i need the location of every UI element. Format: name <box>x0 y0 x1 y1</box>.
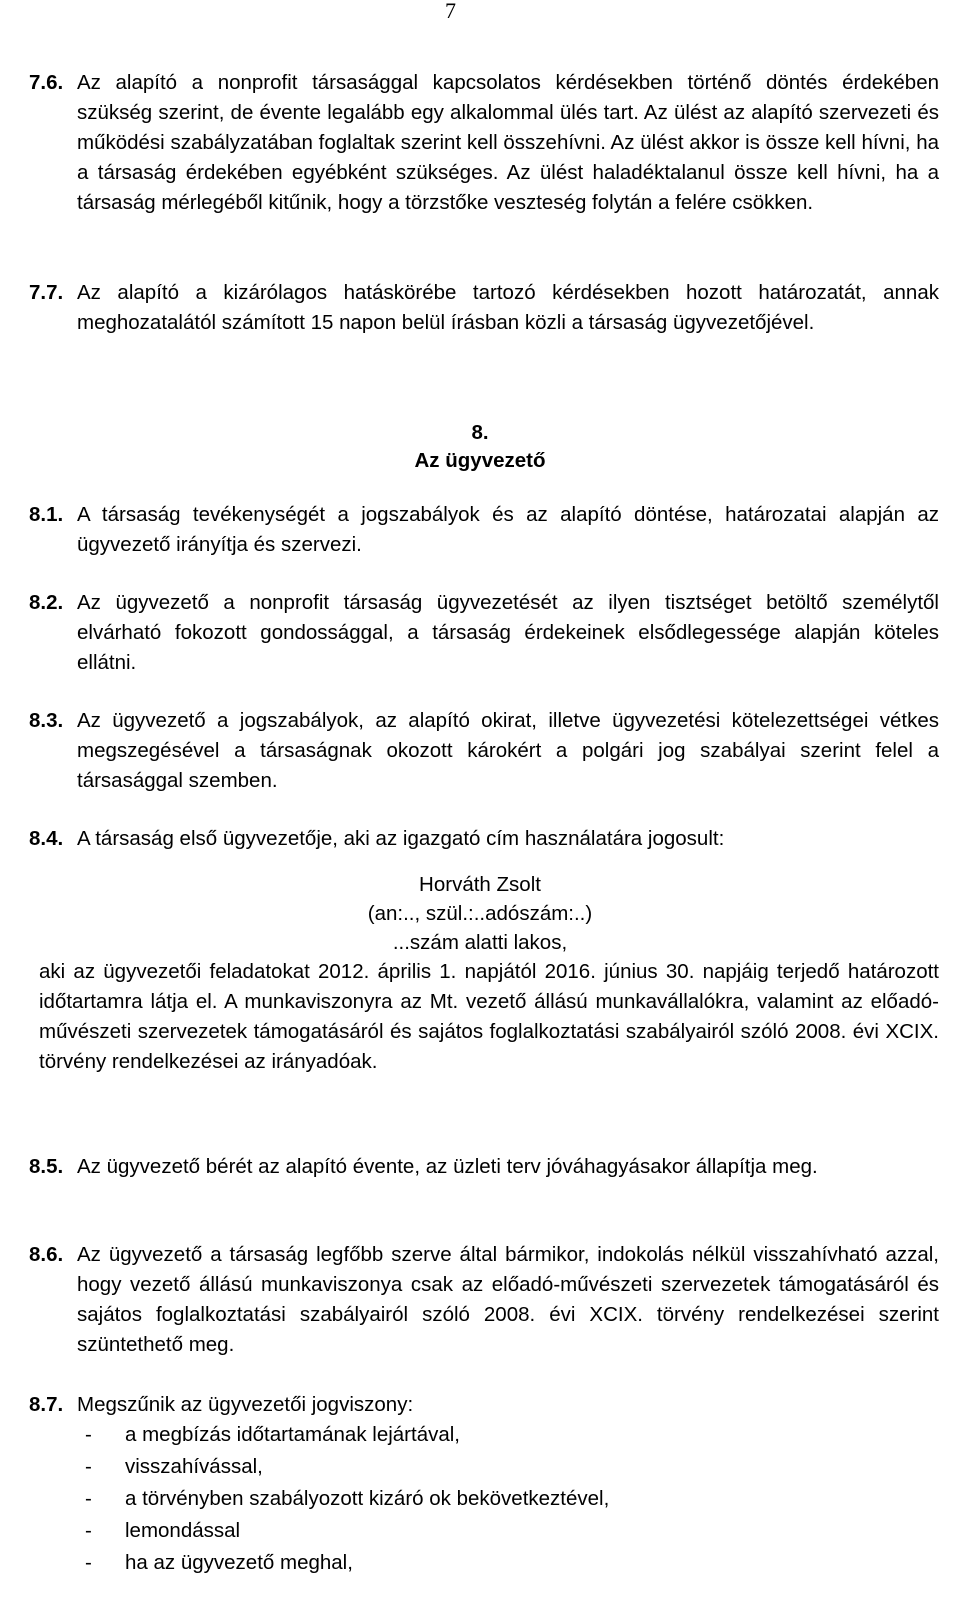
section-8-1 <box>29 500 939 560</box>
manager-ids: (an:.., szül.:..adószám:..) <box>367 902 593 925</box>
section-number: 8.7. <box>29 1393 64 1416</box>
dash-marker: - <box>85 1455 92 1478</box>
list-item-text: a törvényben szabályozott kizáró ok bekövetkeztével, <box>125 1487 610 1510</box>
manager-name: Horváth Zsolt <box>419 873 541 896</box>
section-text: Az ügyvezető bérét az alapító évente, az üzleti terv jóváhagyásakor állapítja meg. <box>77 1155 818 1178</box>
termination-list <box>85 1420 885 1580</box>
list-item <box>85 1452 885 1484</box>
section-text: Az alapító a nonprofit társasággal kapcsolatos kérdésekben történő döntés érdekében szükség szerint, de évente legalább egy alkalommal ülés tart. Az ülést az alapító szervezeti és működési szabályzatában foglaltak szerint kell összehívni. Az ülést akkor is össze kell hívni, ha a társaság érdekében egyébként szükséges. Az ülést haladéktalanul össze kell hívni, ha a társaság mérlegéből kitűnik, hogy a törzstőke veszteség folytán a felére csökken. <box>77 71 939 214</box>
list-item <box>85 1548 885 1580</box>
dash-marker: - <box>85 1551 92 1574</box>
list-item-text: ha az ügyvezető meghal, <box>125 1551 353 1574</box>
section-text: A társaság első ügyvezetője, aki az igazgató cím használatára jogosult: <box>77 827 725 850</box>
section-8-6 <box>29 1240 939 1360</box>
section-7-7 <box>29 278 939 338</box>
manager-text: aki az ügyvezetői feladatokat 2012. április 1. napjától 2016. június 30. napjáig terjedő határozott időtartamra látja el. A munkaviszonyra az Mt. vezető állású munkavállalókra, valamint az előadó-művészeti szervezetek támogatásáról és sajátos foglalkoztatási szabályairól szóló 2008. évi XCIX. törvény rendelkezései az irányadóak. <box>39 960 939 1073</box>
dash-marker: - <box>85 1423 92 1446</box>
chapter-number: 8. <box>471 421 489 444</box>
section-8-2 <box>29 588 939 678</box>
section-8-5 <box>29 1152 939 1182</box>
section-number: 8.2. <box>29 591 64 614</box>
manager-address: ...szám alatti lakos, <box>392 931 568 954</box>
section-number: 8.5. <box>29 1155 64 1178</box>
section-text: A társaság tevékenységét a jogszabályok és az alapító döntése, határozatai alapján az ügyvezető irányítja és szervezi. <box>77 503 939 556</box>
section-number: 8.1. <box>29 503 64 526</box>
dash-marker: - <box>85 1519 92 1542</box>
list-item-text: visszahívással, <box>125 1455 263 1478</box>
section-number: 8.3. <box>29 709 64 732</box>
page-number: 7 <box>445 0 456 23</box>
section-7-6 <box>29 68 939 218</box>
list-item <box>85 1420 885 1452</box>
list-item-text: lemondással <box>125 1519 241 1542</box>
section-8-4 <box>29 824 939 854</box>
list-item-text: a megbízás időtartamának lejártával, <box>125 1423 461 1446</box>
section-text: Az alapító a kizárólagos hatáskörébe tartozó kérdésekben hozott határozatát, annak meghozatalától számított 15 napon belül írásban közli a társaság ügyvezetőjével. <box>77 281 939 334</box>
chapter-title: Az ügyvezető <box>414 449 546 472</box>
list-item <box>85 1484 885 1516</box>
section-number: 8.4. <box>29 827 64 850</box>
section-text: Az ügyvezető a jogszabályok, az alapító okirat, illetve ügyvezetési kötelezettségei vétkes megszegésével a társaságnak okozott károkért a polgári jog szabályai szerint felel a társasággal szemben. <box>77 709 939 792</box>
section-number: 7.7. <box>29 281 64 304</box>
dash-marker: - <box>85 1487 92 1510</box>
section-text: Megszűnik az ügyvezetői jogviszony: <box>77 1393 414 1416</box>
section-text: Az ügyvezető a nonprofit társaság ügyvezetését az ilyen tisztséget betöltő személytől elvárható fokozott gondossággal, a társaság érdekeinek elsődlegessége alapján köteles ellátni. <box>77 591 939 674</box>
section-8-3 <box>29 706 939 796</box>
section-number: 7.6. <box>29 71 64 94</box>
list-item <box>85 1516 885 1548</box>
section-text: Az ügyvezető a társaság legfőbb szerve által bármikor, indokolás nélkül visszahívható azzal, hogy vezető állású munkaviszonya csak az előadó-művészeti szervezetek támogatásáról és sajátos foglalkoztatási szabályairól szóló 2008. évi XCIX. törvény rendelkezései szerint szüntethető meg. <box>77 1243 939 1356</box>
section-number: 8.6. <box>29 1243 64 1266</box>
section-8-7 <box>29 1390 939 1420</box>
